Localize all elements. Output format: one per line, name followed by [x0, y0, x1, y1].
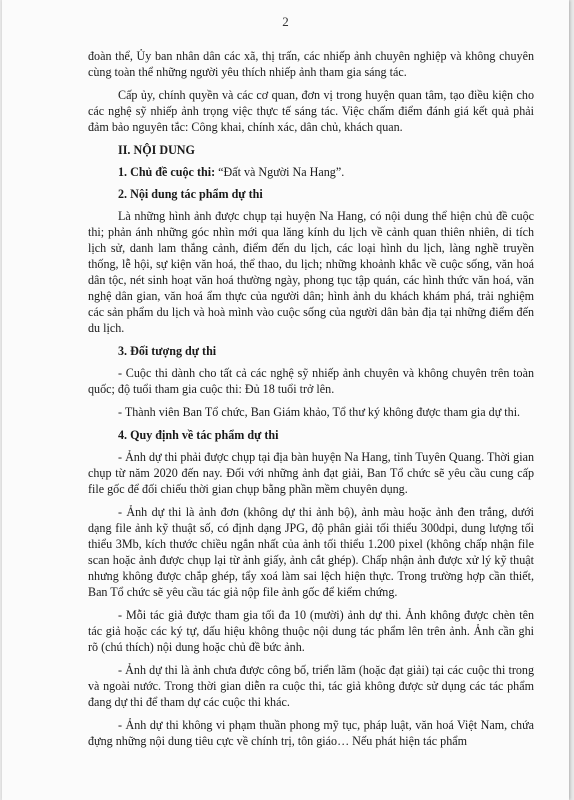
paragraph-continuation: đoàn thể, Ủy ban nhân dân các xã, thị trấn, các nhiếp ảnh chuyên nghiệp và không chuyên cùng toàn thể những người yêu thích nhiếp ảnh tham gia sáng tác.: [88, 49, 534, 79]
item-entries-heading: 2. Nội dung tác phẩm dự thi: [118, 187, 263, 201]
item-theme-label: 1. Chủ đề cuộc thi:: [118, 165, 216, 179]
document-body: [88, 48, 534, 756]
item-rules-text-3: - Mỗi tác giả được tham gia tối đa 10 (mười) ảnh dự thi. Ảnh không được chèn tên tác giả hoặc các ký tự, dấu hiệu không thuộc nội dung tác phẩm lên trên ảnh. Ảnh cần ghi rõ (chú thích) nội dung hoặc chủ đề bức ảnh.: [88, 608, 534, 654]
section-heading-content: II. NỘI DUNG: [118, 143, 195, 157]
page-number: 2: [282, 14, 289, 29]
item-participants-heading: 3. Đối tượng dự thi: [118, 344, 217, 358]
item-rules-text-1: - Ảnh dự thi phải được chụp tại địa bàn huyện Na Hang, tỉnh Tuyên Quang. Thời gian chụp từ năm 2020 đến nay. Đối với những ảnh đạt giải, Ban Tổ chức sẽ yêu cầu cung cấp file gốc để đối chiếu thời gian chụp bằng phần mềm chuyên dụng.: [88, 450, 534, 496]
item-theme-value: “Đất và Người Na Hang”.: [215, 165, 345, 179]
item-participants-text-2: - Thành viên Ban Tổ chức, Ban Giám khảo, Tổ thư ký không được tham gia dự thi.: [118, 405, 521, 419]
item-entries-text: Là những hình ảnh được chụp tại huyện Na Hang, có nội dung thể hiện chủ đề cuộc thi; phản ánh những góc nhìn mới qua lăng kính du lịch về cảnh quan thiên nhiên, di tích lịch sử, danh lam thắng cảnh, điểm đến du lịch, các loại hình du lịch, làng nghề truyền thống, lễ hội, sự kiện văn hoá, thể thao, du lịch; những khoảnh khắc về cuộc sống, văn hoá dân tộc, nét sinh hoạt văn hoá thường ngày, phong tục tập quán, các hình thức văn hoá, văn nghệ dân gian, văn hoá ẩm thực của người dân; hình ảnh du khách khám phá, trải nghiệm các sản phẩm du lịch và hoà mình vào cuộc sống của người dân bản địa tại những điểm đến du lịch.: [88, 209, 534, 335]
item-rules-text-4: - Ảnh dự thi là ảnh chưa được công bố, triển lãm (hoặc đạt giải) tại các cuộc thi trong và ngoài nước. Trong thời gian diễn ra cuộc thi, tác giả không được sử dụng các tác phẩm đang dự thi để tham dự các cuộc thi khác.: [88, 663, 534, 709]
document-page: [2, 0, 569, 800]
paragraph-authorities: Cấp ủy, chính quyền và các cơ quan, đơn vị trong huyện quan tâm, tạo điều kiện cho các nghệ sỹ nhiếp ảnh trọng việc thực tế sáng tác. Việc chấm điểm đánh giá kết quả phải đảm bảo nguyên tắc: Công khai, chính xác, dân chủ, khách quan.: [88, 88, 534, 134]
item-participants-text-1: - Cuộc thi dành cho tất cả các nghệ sỹ nhiếp ảnh chuyên và không chuyên trên toàn quốc; độ tuổi tham gia cuộc thi: Đủ 18 tuổi trở lên.: [88, 366, 534, 396]
item-rules-text-5: - Ảnh dự thi không vi phạm thuần phong mỹ tục, pháp luật, văn hoá Việt Nam, chứa đựng những nội dung tiêu cực về chính trị, tôn giáo… Nếu phát hiện tác phẩm: [88, 718, 534, 748]
item-theme: [88, 164, 534, 180]
item-rules-heading: 4. Quy định về tác phẩm dự thi: [118, 428, 279, 442]
item-rules-text-2: - Ảnh dự thi là ảnh đơn (không dự thi ảnh bộ), ảnh màu hoặc ảnh đen trắng, dưới dạng file ảnh kỹ thuật số, có định dạng JPG, độ phân giải tối thiểu 300dpi, dung lượng tối thiểu 3Mb, kích thước chiều ngắn nhất của ảnh tối thiểu 1.200 pixel (không chấp nhận file scan hoặc ảnh được chụp lại từ ảnh giấy, ảnh cắt ghép). Chấp nhận ảnh được xử lý kỹ thuật nhưng không được chắp ghép, tẩy xoá làm sai lệch hiện thực. Trong trường hợp cần thiết, Ban Tổ chức sẽ yêu cầu tác giả nộp file ảnh gốc để kiểm chứng.: [88, 505, 534, 599]
